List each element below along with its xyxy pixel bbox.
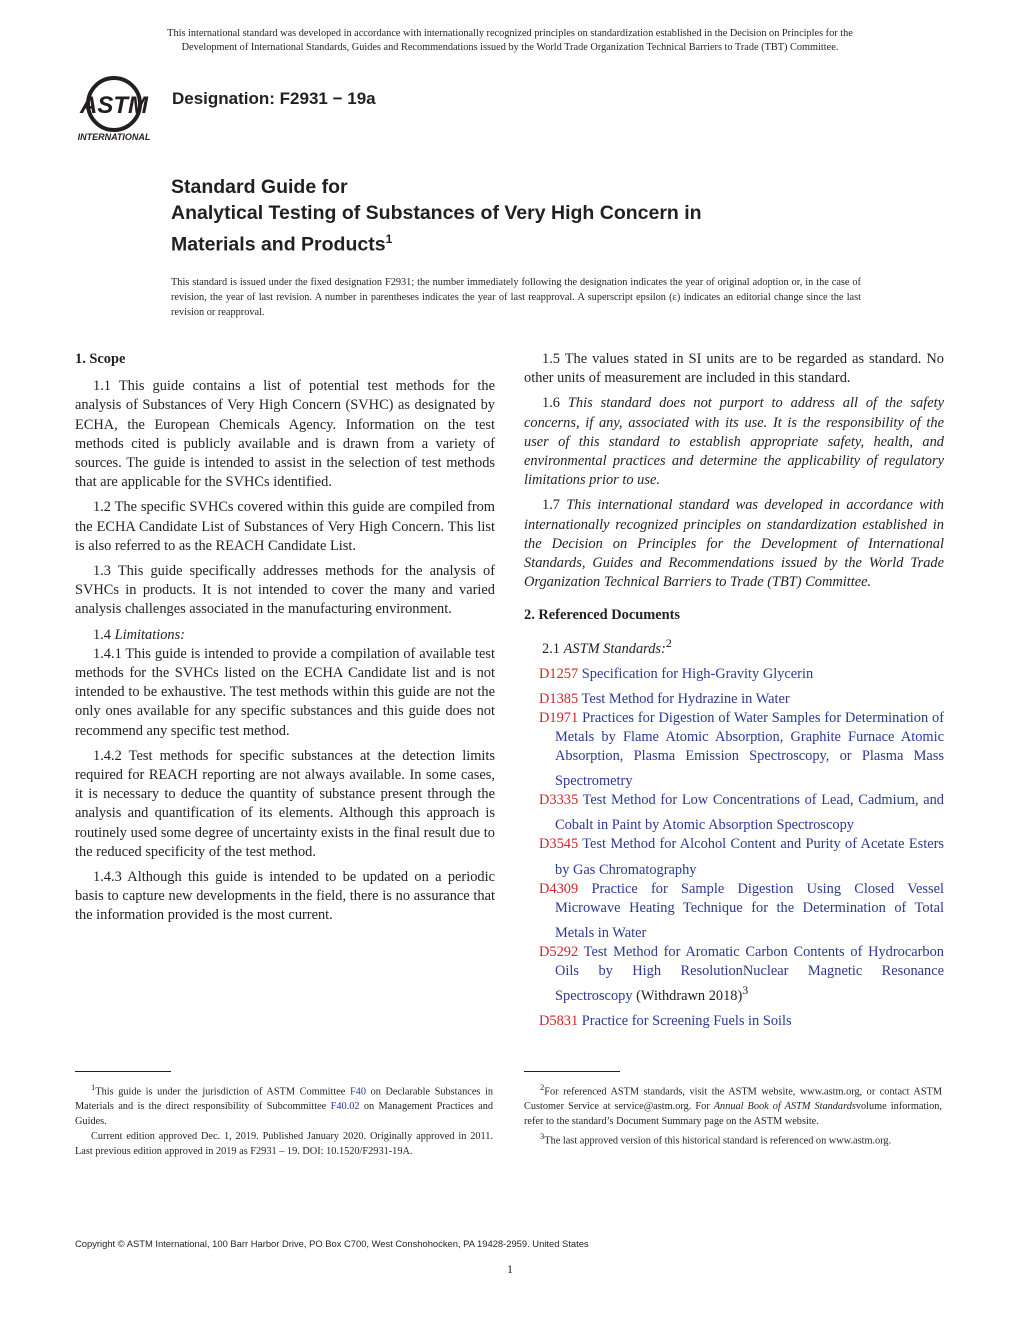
para-1-2: 1.2 The specific SVHCs covered within this guide are compiled from the ECHA Candidate List of Substances of Very High Concern. This list is also referred to as the REACH Candidate List. [75, 499, 495, 554]
para-1-4-1: 1.4.1 This guide is intended to provide a compilation of available test methods for the SVHCs listed on the ECHA Candidate list and is not intended to be exhaustive. The test methods within this guide are not the only ones available for any specific substances and this guide does not recommend any specific test method. [75, 645, 495, 739]
footnote-divider-left [75, 1071, 171, 1072]
reference-footnote-mark: 3 [742, 983, 749, 998]
para-1-5: 1.5 The values stated in SI units are to be regarded as standard. No other units of measurement are included in this standard. [524, 351, 944, 387]
reference-title-link[interactable]: Specification for High-Gravity Glycerin [581, 665, 814, 682]
para-1-4-num: 1.4 [93, 626, 111, 643]
footnote-2-mark: 2 [540, 1082, 545, 1092]
reference-item[interactable] [524, 1006, 944, 1031]
para-1-6-num: 1.6 [542, 395, 560, 412]
para-1-6-text: This standard does not purport to address all of the safety concerns, if any, associated with its use. It is the responsibility of the user of this standard to establish appropriate safety, health, and environmental practices and determine the applicability of regulatory limitations prior to use. [524, 395, 944, 489]
reference-item[interactable] [524, 709, 944, 792]
para-2-1-label: ASTM Standards: [563, 640, 666, 657]
referenced-documents-heading: 2. Referenced Documents [524, 607, 680, 624]
designation: Designation: F2931 − 19a [172, 89, 376, 108]
reference-item[interactable] [524, 835, 944, 879]
para-2-1 [524, 634, 944, 659]
reference-code[interactable]: D1385 [539, 690, 579, 707]
title-footnote-mark: 1 [385, 232, 393, 246]
footnote-3-text: The last approved version of this historical standard is referenced on www.astm.org. [544, 1135, 892, 1147]
reference-title-link[interactable]: Test Method for Low Concentrations of Lead, Cadmium, and Cobalt in Paint by Atomic Absorption Spectroscopy [555, 792, 944, 834]
notice-line-1: This international standard was developed in accordance with internationally recognized principles on standardization established in the Decision on Principles for the [167, 28, 853, 39]
para-1-4-2: 1.4.2 Test methods for specific substances at the detection limits required for REACH reporting are not always available. In some cases, it is necessary to deduce the quantity of substance present through the analysis and quantification of its elements. Although this approach is routinely used some degree of uncertainty exists in the final result due to the reduced specificity of the test method. [75, 747, 495, 860]
document-title [171, 174, 891, 258]
intro-paragraph: This standard is issued under the fixed designation F2931; the number immediately following the designation indicates the year of original adoption or, in the case of revision, the year of last revision. A number in parentheses indicates the year of last reapproval. A superscript epsilon (ε) indicates an editorial change since the last revision or reapproval. [171, 277, 861, 318]
footnote-1 [75, 1080, 493, 1129]
footnote-1-text-a: This guide is under the jurisdiction of ASTM Committee [95, 1086, 350, 1098]
footnote-1-text-b: on Declarable Substances in Materials and is the direct responsibility of Subcommittee [75, 1086, 493, 1113]
notice-line-2: Development of International Standards, Guides and Recommendations issued by the World Trade Organization Technical Barriers to Trade (TBT) Committee. [181, 42, 839, 53]
svg-text:ASTM: ASTM [80, 92, 148, 119]
reference-item[interactable] [524, 943, 944, 1006]
para-1-6 [524, 394, 944, 490]
para-2-1-footnote-mark: 2 [665, 635, 672, 650]
para-1-4 [75, 626, 495, 645]
reference-code[interactable]: D3335 [539, 792, 579, 809]
right-column [524, 350, 944, 1031]
footnote-1-text-c: on Management Practices and Guides. [75, 1101, 493, 1128]
reference-item[interactable] [524, 880, 944, 943]
footnote-3-mark: 3 [540, 1131, 545, 1142]
footnotes-left [75, 1080, 493, 1159]
reference-title-link[interactable]: Test Method for Aromatic Carbon Contents of Hydrocarbon Oils by High ResolutionNuclear Magnetic Resonance Spectroscopy [555, 944, 944, 1005]
reference-title-link[interactable]: Test Method for Hydrazine in Water [581, 690, 790, 707]
para-1-7-num: 1.7 [542, 497, 560, 514]
left-column [75, 350, 495, 932]
page-number: 1 [507, 1262, 513, 1276]
footnote-2-text-b: volume information, refer to the standard’s Document Summary page on the ASTM website. [524, 1101, 942, 1128]
footnote-divider-right [524, 1071, 620, 1072]
scope-heading: 1. Scope [75, 351, 126, 367]
footnote-1-mark: 1 [91, 1082, 96, 1092]
reference-code[interactable]: D5292 [539, 944, 579, 961]
footnote-2-text-a: For referenced ASTM standards, visit the ASTM website, www.astm.org, or contact ASTM Customer Service at service@astm.org. For [524, 1086, 942, 1113]
top-notice [60, 27, 960, 55]
reference-code[interactable]: D4309 [539, 880, 579, 897]
para-1-7-text: This international standard was developed in accordance with internationally recognized principles on standardization established in the Decision on Principles for the Development of International Standards, Guides and Recommendations issued by the World Trade Organization Technical Barriers to Trade (TBT) Committee. [524, 497, 944, 591]
reference-title-link[interactable]: Practice for Sample Digestion Using Closed Vessel Microwave Heating Technique for the Determination of Total Metals in Water [555, 880, 944, 941]
svg-text:INTERNATIONAL: INTERNATIONAL [77, 132, 151, 142]
reference-title-link[interactable]: Practices for Digestion of Water Samples for Determination of Metals by Flame Atomic Absorption, Graphite Furnace Atomic Absorption, Plasma Emission Spectroscopy, or Plasma Mass Spectrometry [555, 709, 944, 790]
footnote-1-edition: Current edition approved Dec. 1, 2019. Published January 2020. Originally approved in 2011. Last previous edition approved in 2019 as F2931 – 19. DOI: 10.1520/F2931-19A. [75, 1131, 493, 1158]
para-1-4-label: Limitations: [114, 626, 185, 643]
reference-list [524, 659, 944, 1032]
reference-code[interactable]: D5831 [539, 1013, 579, 1030]
reference-item[interactable] [524, 684, 944, 709]
reference-code[interactable]: D1971 [539, 709, 579, 726]
subcommittee-f40-02-link[interactable]: F40.02 [330, 1101, 360, 1113]
para-1-7 [524, 496, 944, 592]
title-line-2: Analytical Testing of Substances of Very High Concern in [171, 202, 702, 224]
reference-code[interactable]: D1257 [539, 665, 579, 682]
reference-item[interactable] [524, 791, 944, 835]
para-1-3: 1.3 This guide specifically addresses methods for the analysis of SVHCs in products. It is not intended to cover the many and varied analysis challenges associated in the manufacturing environment. [75, 563, 495, 618]
committee-f40-link[interactable]: F40 [349, 1086, 366, 1098]
para-1-1: 1.1 This guide contains a list of potential test methods for the analysis of Substances of Very High Concern (SVHC) as designated by ECHA, the European Chemicals Agency. Information on the test methods cited is publicly available and is drawn from a variety of sources. The guide is intended to assist in the selection of test methods that are applicable for the SVHCs identified. [75, 378, 495, 491]
reference-item[interactable] [524, 659, 944, 684]
footnote-2-italic: Annual Book of ASTM Standards [713, 1101, 856, 1113]
footnote-3 [524, 1129, 942, 1148]
reference-code[interactable]: D3545 [539, 836, 579, 853]
title-line-3: Materials and Products [171, 233, 386, 256]
copyright-notice: Copyright © ASTM International, 100 Barr Harbor Drive, PO Box C700, West Conshohocken, PA 19428-2959. United States [75, 1238, 589, 1249]
astm-logo [74, 74, 164, 144]
reference-note: (Withdrawn 2018) [632, 988, 743, 1005]
title-line-1: Standard Guide for [171, 176, 348, 198]
footnote-2 [524, 1080, 942, 1129]
footnotes-right [524, 1080, 942, 1149]
reference-title-link[interactable]: Test Method for Alcohol Content and Purity of Acetate Esters by Gas Chromatography [555, 836, 944, 878]
reference-title-link[interactable]: Practice for Screening Fuels in Soils [581, 1013, 792, 1030]
para-2-1-num: 2.1 [542, 640, 560, 657]
para-1-4-3: 1.4.3 Although this guide is intended to be updated on a periodic basis to capture new developments in the field, there is no assurance that the information provided is the most current. [75, 869, 495, 924]
